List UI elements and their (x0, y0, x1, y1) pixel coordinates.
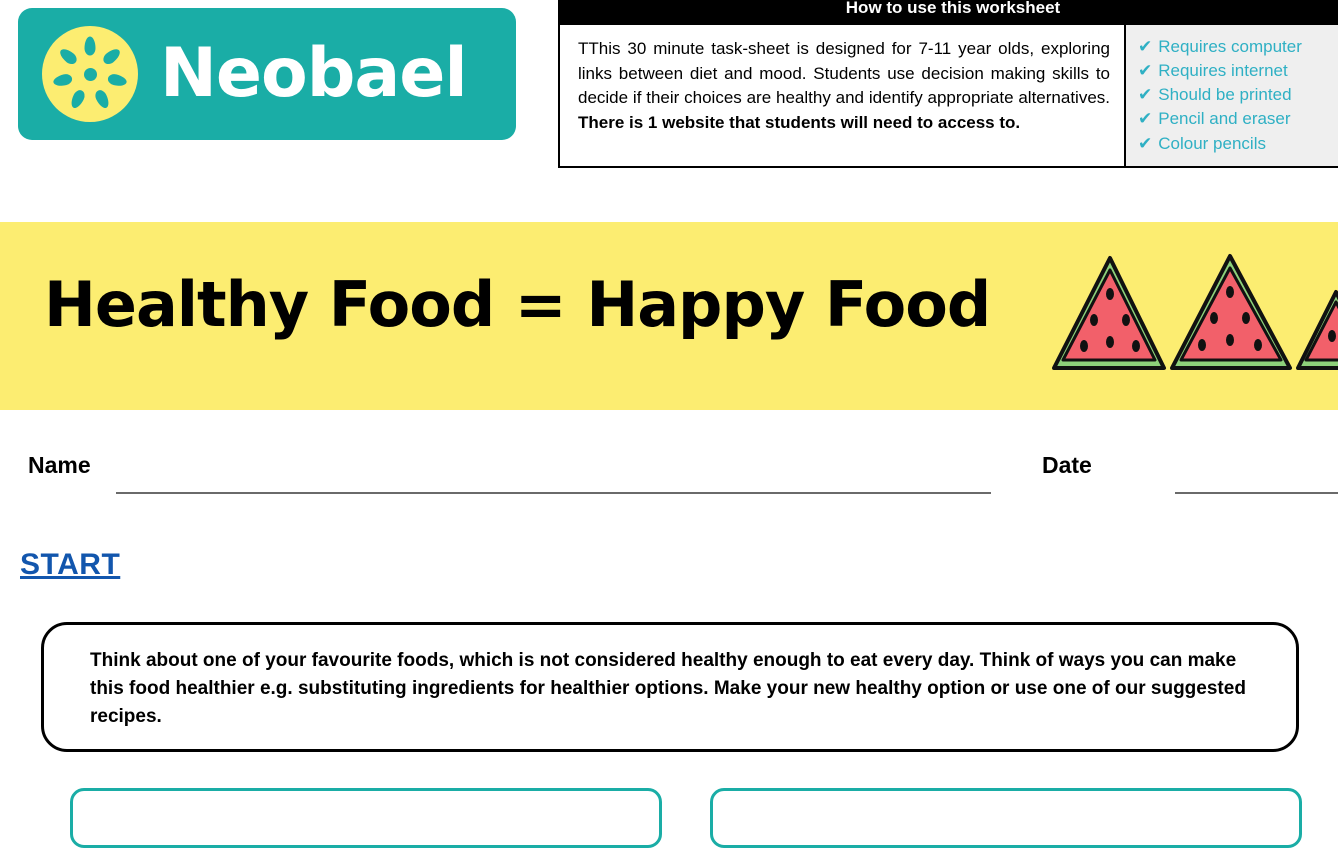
name-label: Name (28, 452, 91, 478)
how-to-use-description-emphasis: There is 1 website that students will need to access to. (578, 112, 1021, 132)
check-icon: ✔ (1138, 85, 1153, 105)
how-to-use-title: How to use this worksheet (560, 0, 1338, 25)
answer-box-left[interactable] (70, 788, 662, 848)
lemon-center (84, 68, 97, 81)
brand-name: Neobael (160, 34, 467, 113)
answer-box-right[interactable] (710, 788, 1302, 848)
page-title: Healthy Food = Happy Food (44, 268, 991, 341)
title-banner (0, 222, 1338, 410)
requirement-item (1138, 83, 1338, 107)
brand-logo-box (18, 8, 516, 140)
name-input[interactable] (116, 492, 991, 494)
requirement-label: Colour pencils (1158, 133, 1266, 153)
check-icon: ✔ (1138, 109, 1153, 129)
date-input[interactable] (1175, 492, 1338, 494)
requirement-item (1138, 107, 1338, 131)
check-icon: ✔ (1138, 133, 1153, 153)
requirement-label: Requires internet (1158, 61, 1288, 81)
how-to-use-description-text: TThis 30 minute task-sheet is designed for 7-11 year olds, exploring links between diet and mood. Students use decision making skills to decide if their choices are healthy and identify appropriate alternatives. (578, 39, 1110, 108)
requirements-list (1124, 25, 1338, 166)
requirement-label: Should be printed (1158, 85, 1292, 105)
requirement-label: Pencil and eraser (1158, 109, 1291, 129)
task-instruction-text: Think about one of your favourite foods, which is not considered healthy enough to eat every day. Think of ways you can make this food healthier e.g. substituting ingredients for healthier options. Make your new healthy option or use one of our suggested recipes. (90, 650, 1246, 728)
check-icon: ✔ (1138, 61, 1153, 81)
requirement-item (1138, 132, 1338, 156)
lemon-slice-icon (42, 26, 138, 122)
date-label: Date (1042, 452, 1092, 478)
how-to-use-panel (558, 0, 1338, 168)
start-link[interactable]: START (20, 548, 121, 581)
check-icon: ✔ (1138, 37, 1153, 56)
task-instruction-box (41, 622, 1299, 752)
requirement-item (1138, 35, 1338, 59)
name-date-row (0, 452, 1338, 504)
requirement-label: Requires computer (1158, 37, 1302, 56)
watermelon-slices-icon (1044, 250, 1338, 390)
worksheet-header (0, 0, 1338, 205)
requirement-item (1138, 59, 1338, 83)
how-to-use-description (560, 25, 1124, 166)
